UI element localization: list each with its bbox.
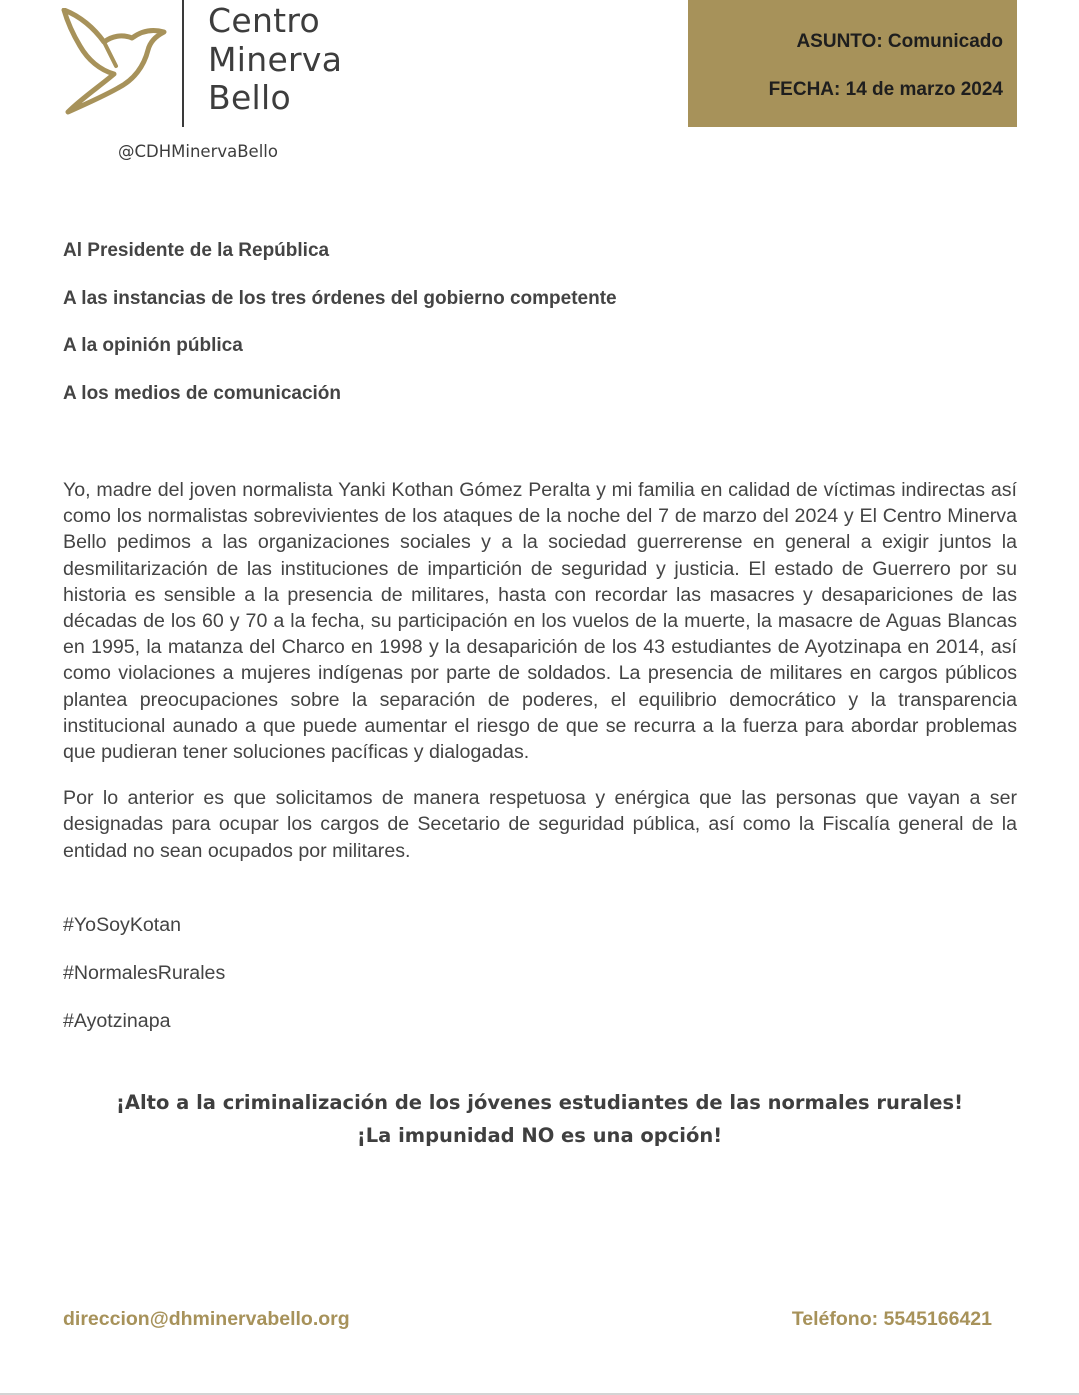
closing-slogan: ¡La impunidad NO es una opción! — [356, 1124, 723, 1147]
hashtag: #NormalesRurales — [63, 961, 226, 984]
addressee: Al Presidente de la República — [63, 240, 330, 261]
organization-name-line: Centro — [208, 1, 321, 40]
addressee: A los medios de comunicación — [63, 382, 342, 404]
hashtag-list — [63, 913, 225, 1056]
addressee: A las instancias de los tres órdenes del gobierno competente — [63, 287, 617, 309]
date-line: FECHA: 14 de marzo 2024 — [768, 79, 1003, 100]
addressee-list — [63, 240, 617, 430]
footer-phone: Teléfono: 5545166421 — [791, 1308, 992, 1330]
addressee: A la opinión pública — [63, 335, 243, 356]
subject-line: ASUNTO: Comunicado — [796, 31, 1003, 52]
social-handle: @CDHMinervaBello — [118, 142, 278, 161]
dove-icon — [60, 8, 170, 116]
hashtag: #YoSoyKotan — [63, 914, 182, 936]
subject-box — [688, 0, 1017, 127]
closing-slogan: ¡Alto a la criminalización de los jóvenes estudiantes de las normales rurales! — [115, 1091, 964, 1114]
statement-body — [63, 477, 1017, 884]
logo-divider — [182, 0, 184, 127]
organization-name-line: Minerva — [208, 39, 343, 79]
organization-name-line: Bello — [208, 78, 291, 117]
hashtag: #Ayotzinapa — [63, 1009, 171, 1032]
body-paragraph: Yo, madre del joven normalista Yanki Kothan Gómez Peralta y mi familia en calidad de víctimas indirectas así como los normalistas sobrevivientes de los ataques de la noche del 7 de marzo del 2024 y El Centro Minerva Bello pedimos a las organizaciones sociales y a la sociedad guerrerense en general a exigir juntos la desmilitarización de las instituciones de impartición de seguridad y justicia. El estado de Guerrero por su historia es sensible a la presencia de militares, hasta con recordar las masacres y desapariciones de las décadas de los 60 y 70 a la fecha, su participación en los vuelos de la muerte, la masacre de Aguas Blancas en 1995, la matanza del Charco en 1998 y la desaparición de los 43 estudiantes de Ayotzinapa en 2014, así como violaciones a mujeres indígenas por parte de soldados. La presencia de militares en cargos públicos plantea preocupaciones sobre la separación de poderes, el equilibrio democrático y la transparencia institucional aunado a que puede aumentar el riesgo de que se recurra a la fuerza para abordar problemas que pudieran tener soluciones pacíficas y dialogadas. — [63, 479, 1017, 764]
body-paragraph: Por lo anterior es que solicitamos de manera respetuosa y enérgica que las personas que vayan a ser designadas para ocupar los cargos de Secetario de seguridad pública, así como la Fiscalía general de la entidad no sean ocupados por militares. — [63, 787, 1017, 862]
footer-email: direccion@dhminervabello.org — [63, 1308, 350, 1330]
organization-name — [208, 2, 342, 118]
